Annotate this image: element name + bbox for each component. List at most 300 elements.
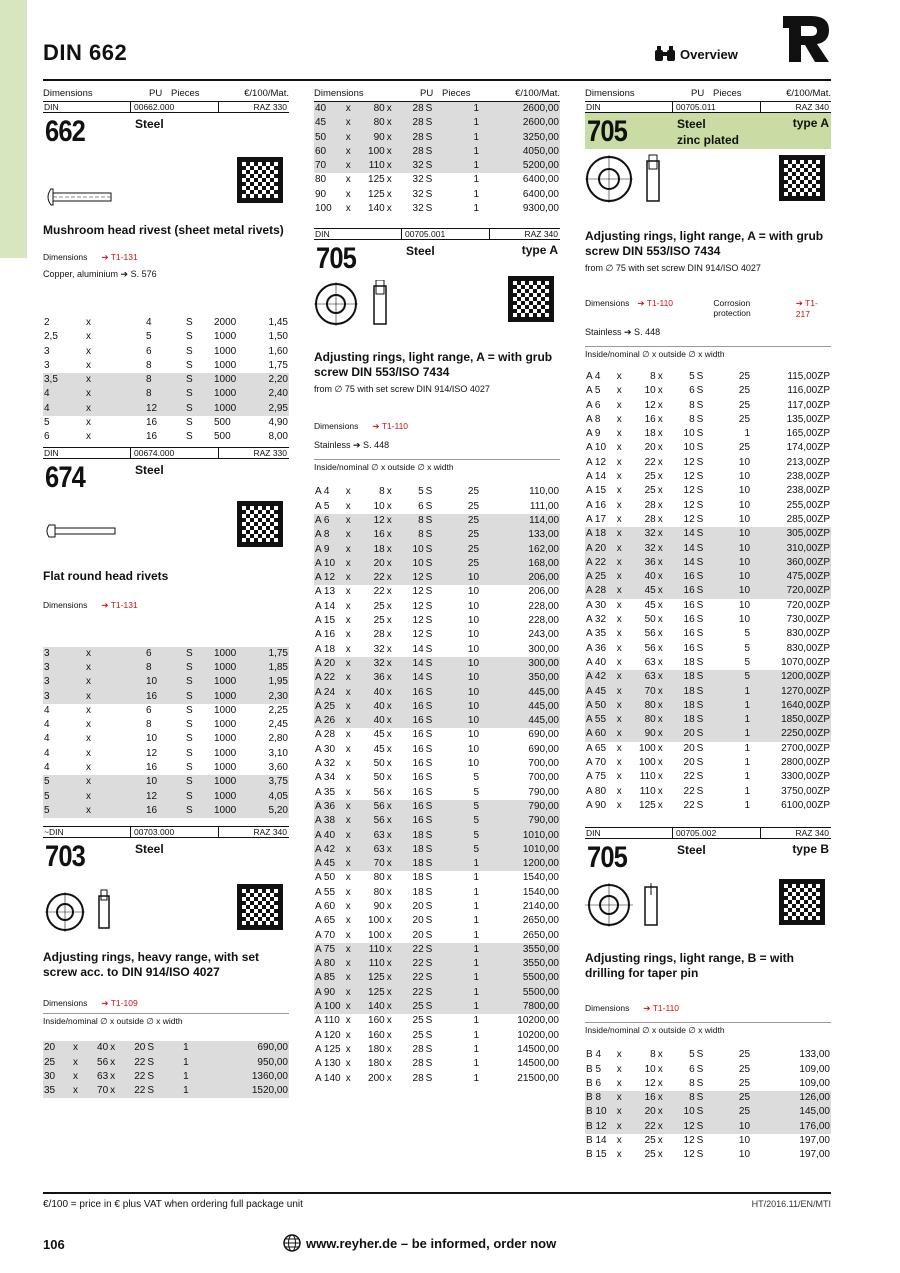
type-label: type A (792, 116, 829, 130)
table-cell: 12 (145, 402, 185, 416)
table-cell: A 130 (315, 1058, 341, 1070)
table-cell: x (657, 713, 671, 727)
table-cell: x (657, 428, 663, 440)
table-cell: 14 (400, 671, 425, 685)
stainless-link[interactable]: Stainless ➔ S. 448 (585, 327, 661, 337)
table-cell: x (386, 872, 392, 884)
table-cell: x (345, 700, 359, 714)
table-cell: 125 (359, 986, 386, 1000)
qr-code-icon[interactable] (237, 501, 283, 547)
table-cell: B 8 (585, 1091, 616, 1105)
dimensions-label: Dimensions (43, 998, 88, 1009)
table-cell: x (85, 373, 145, 387)
dimensions-link[interactable]: ➔ T1-109 (101, 998, 138, 1009)
table-row (43, 330, 289, 344)
table-cell: 1 (473, 1058, 480, 1070)
table-row (43, 761, 289, 775)
table-cell: 16 (145, 690, 185, 704)
table-cell: S (425, 643, 433, 655)
table-cell: 2700,00ZP (781, 742, 830, 754)
table-cell: 6 (145, 647, 185, 661)
table-cell: x (657, 371, 663, 382)
table-cell: 690,00 (528, 743, 559, 755)
table-cell: 16 (683, 614, 695, 626)
table-cell: x (72, 1070, 86, 1084)
table-cell: 2650,00 (522, 915, 559, 927)
table-cell: x (345, 957, 359, 971)
table-cell: 2,20 (249, 373, 289, 387)
table-cell: 8 (650, 1049, 656, 1061)
table-cell: 1000 (213, 373, 249, 387)
table-cell: 32 (412, 188, 424, 200)
table-row (314, 871, 560, 885)
table-row (43, 775, 289, 789)
table-cell: 8,00 (268, 431, 288, 443)
table-cell: 4 (44, 762, 50, 774)
table-cell: A 80 (314, 957, 345, 971)
table-cell: 10 (726, 556, 751, 570)
table-cell: x (345, 929, 351, 941)
table-cell: 197,00 (799, 1134, 830, 1146)
table-cell: A 18 (315, 643, 336, 655)
table-row (585, 484, 831, 498)
table-cell: 3300,00ZP (781, 771, 830, 783)
table-cell: 8 (400, 514, 425, 528)
table-cell: A 15 (586, 485, 607, 497)
table-cell: 2,45 (268, 719, 288, 731)
table-cell: 1 (744, 799, 751, 811)
table-row (43, 1041, 289, 1055)
table-cell: 80 (359, 102, 386, 117)
table-cell: A 10 (586, 442, 607, 454)
table-703 (43, 1041, 289, 1098)
table-cell: A 8 (586, 413, 601, 425)
table-cell: 4 (44, 747, 50, 759)
table-cell: 197,00 (799, 1149, 830, 1161)
din-bar-705-zinc: DIN 00705.011 RAZ 340 (586, 102, 829, 112)
dimensions-link[interactable]: ➔ T1-110 (643, 1003, 680, 1014)
table-row (585, 527, 831, 541)
table-cell: 1 (744, 742, 751, 754)
table-cell: 1000 (214, 762, 237, 774)
table-cell: x (345, 729, 351, 741)
table-cell: S (425, 571, 456, 585)
table-cell: 21500,00 (517, 1072, 559, 1084)
table-cell: x (345, 586, 351, 598)
table-cell: x (657, 799, 663, 811)
table-cell: 25 (644, 485, 656, 497)
table-cell: A 100 (314, 1000, 345, 1014)
table-cell: x (86, 417, 91, 429)
table-cell: 3 (43, 661, 85, 675)
table-cell: B 12 (585, 1120, 616, 1134)
table-cell: x (345, 915, 351, 927)
table-cell: x (345, 203, 351, 215)
table-cell: x (386, 486, 392, 498)
table-cell: A 22 (585, 556, 616, 570)
table-cell: 14 (400, 657, 425, 671)
table-cell: x (657, 385, 663, 397)
table-cell: x (85, 775, 145, 789)
table-cell: x (86, 317, 91, 328)
table-cell: A 30 (315, 743, 336, 755)
table-cell: x (616, 599, 622, 611)
table-cell: x (616, 584, 630, 598)
table-cell: x (657, 771, 663, 783)
table-cell: 14 (412, 643, 424, 655)
table-cell: 90 (359, 131, 386, 145)
table-row (314, 173, 560, 187)
table-cell: 1 (473, 174, 480, 186)
dimensions-link[interactable]: ➔ T1-131 (101, 599, 138, 610)
table-row (43, 747, 289, 761)
table-cell: A 36 (586, 642, 607, 654)
table-cell: S (425, 943, 456, 957)
table-cell: 2140,00 (522, 900, 559, 912)
table-cell: 8 (146, 719, 152, 731)
table-row (314, 771, 560, 785)
table-cell: 1,50 (268, 331, 288, 343)
table-cell: x (345, 714, 359, 728)
product-description: Flat round head rivets (43, 568, 169, 583)
table-cell: 5 (726, 670, 751, 684)
table-cell: 4 (146, 317, 152, 328)
table-cell: x (345, 829, 359, 843)
table-cell: 5 (744, 628, 751, 640)
hdr-dimensions: Dimensions (43, 87, 93, 99)
table-cell: 70 (359, 857, 386, 871)
table-cell: x (386, 188, 392, 200)
table-cell: S (425, 203, 433, 215)
table-row (43, 1056, 289, 1070)
table-cell: 1000 (213, 661, 249, 675)
table-cell: x (345, 643, 351, 655)
table-row (585, 613, 831, 627)
table-cell: 16 (400, 814, 425, 828)
table-cell: 56 (359, 800, 386, 814)
table-cell: S (696, 413, 704, 425)
table-cell: S (425, 102, 456, 117)
table-cell: x (386, 514, 400, 528)
table-cell: S (185, 387, 213, 401)
table-row (314, 159, 560, 173)
table-cell: 16 (671, 570, 696, 584)
table-cell: 1000 (214, 733, 237, 745)
table-cell: S (696, 399, 704, 411)
table-cell: S (696, 727, 727, 741)
table-cell: 790,00 (528, 786, 559, 798)
table-cell: x (657, 1134, 663, 1146)
table-cell: 36 (630, 556, 657, 570)
qr-code-icon[interactable] (237, 157, 283, 203)
table-cell: x (616, 442, 622, 454)
table-cell: 10 (738, 471, 751, 483)
table-row (314, 900, 560, 914)
table-cell: x (386, 102, 400, 117)
table-cell: 10 (738, 499, 751, 511)
table-row (585, 427, 831, 441)
table-cell: S (185, 790, 213, 804)
sizes-label: Inside/nominal ∅ x outside ∅ x width (585, 346, 831, 360)
table-cell: 18 (644, 428, 656, 440)
table-cell: 25 (738, 399, 751, 411)
table-cell: A 65 (315, 915, 336, 927)
table-cell: 1000 (213, 804, 249, 818)
website-link[interactable] (283, 1234, 556, 1252)
table-cell: A 32 (315, 758, 336, 770)
table-cell: x (345, 686, 359, 700)
table-cell: S (696, 385, 704, 397)
table-cell: 10 (455, 671, 480, 685)
table-row (43, 402, 289, 416)
table-cell: S (696, 570, 727, 584)
table-cell: 300,00 (480, 657, 560, 671)
table-cell: 22 (400, 943, 425, 957)
table-cell: 22 (359, 571, 386, 585)
table-cell: x (657, 1120, 671, 1134)
table-cell: A 22 (314, 671, 345, 685)
table-cell: S (696, 542, 727, 556)
table-cell: x (345, 1029, 351, 1041)
table-row (314, 571, 560, 585)
table-cell: 10 (726, 542, 751, 556)
table-cell: 2,95 (249, 402, 289, 416)
hdr-price: €/100/Mat. (244, 87, 289, 99)
table-cell: x (386, 772, 392, 784)
table-cell: x (386, 1058, 392, 1070)
sizes-label: Inside/nominal ∅ x outside ∅ x width (43, 1013, 289, 1027)
table-cell: A 18 (585, 527, 616, 541)
type-label: type A (521, 243, 558, 258)
table-row (314, 800, 560, 814)
table-row (585, 456, 831, 470)
table-cell: 50 (373, 758, 385, 770)
table-cell: 12 (145, 790, 185, 804)
table-cell: 1200,00ZP (751, 670, 831, 684)
table-cell: x (386, 686, 400, 700)
table-cell: 30 (43, 1070, 72, 1084)
table-cell: 445,00 (480, 700, 560, 714)
table-cell: S (425, 600, 433, 612)
table-cell: 16 (146, 431, 158, 443)
table-cell: 28 (400, 116, 425, 130)
overview-link[interactable] (654, 46, 738, 62)
table-row (314, 843, 560, 857)
table-cell: x (386, 943, 400, 957)
dimensions-label: Dimensions (43, 599, 88, 610)
table-cell: 1 (473, 900, 480, 912)
alt-material-link[interactable]: Copper, aluminium ➔ S. 576 (43, 269, 157, 279)
table-cell: A 70 (315, 929, 336, 941)
table-cell: 10 (467, 629, 480, 641)
stainless-link[interactable]: Stainless ➔ S. 448 (314, 440, 390, 451)
table-cell: x (386, 203, 392, 215)
qr-code-icon[interactable] (779, 879, 825, 925)
table-cell: 25 (644, 1149, 656, 1161)
table-cell: 90 (315, 188, 327, 200)
table-row (585, 670, 831, 684)
table-cell: 8 (145, 373, 185, 387)
table-cell: 1 (473, 1015, 480, 1027)
table-cell: x (345, 943, 359, 957)
table-row (585, 1148, 831, 1162)
table-cell: x (386, 671, 400, 685)
material: Steel (406, 244, 435, 259)
table-cell: x (345, 843, 359, 857)
table-cell: x (657, 727, 671, 741)
table-cell: 1000 (213, 790, 249, 804)
table-cell: x (386, 174, 392, 186)
table-row (585, 699, 831, 713)
table-cell: 1 (455, 1000, 480, 1014)
table-cell: 8 (146, 359, 152, 371)
dimensions-link[interactable]: ➔ T1-110 (372, 421, 409, 432)
header-rule (43, 79, 831, 81)
table-cell: 25 (738, 385, 751, 397)
table-cell: S (185, 804, 213, 818)
table-cell: A 13 (315, 586, 336, 598)
table-cell: 6 (44, 431, 50, 443)
table-cell: 10 (467, 600, 480, 612)
table-cell: 8 (689, 399, 695, 411)
table-row (43, 675, 289, 689)
table-cell: A 65 (586, 742, 607, 754)
table-cell: 3,60 (268, 762, 288, 774)
table-cell: 16 (359, 528, 386, 542)
qr-code-icon[interactable] (508, 276, 554, 322)
hdr-pu: PU (149, 87, 163, 99)
table-cell: 1000 (213, 402, 249, 416)
qr-code-icon[interactable] (237, 884, 283, 930)
table-cell: x (657, 456, 663, 468)
table-cell: S (186, 317, 193, 328)
table-cell: x (616, 727, 630, 741)
table-cell: 12 (412, 629, 424, 641)
table-row (585, 513, 831, 527)
table-cell: 5 (689, 1049, 695, 1061)
hdr-price: €/100/Mat. (515, 87, 560, 99)
table-cell: x (386, 1029, 392, 1041)
table-cell: 16 (412, 758, 424, 770)
table-cell: 18 (412, 886, 424, 898)
table-cell: 2000 (214, 317, 237, 328)
column-left (43, 86, 289, 1098)
table-cell: A 35 (586, 628, 607, 640)
footer-bar (43, 1192, 831, 1210)
table-cell: 1540,00 (522, 886, 559, 898)
table-cell: S (696, 471, 704, 483)
table-row (43, 416, 289, 430)
table-cell: x (616, 471, 622, 483)
table-cell: 255,00ZP (786, 499, 830, 511)
table-cell: 133,00 (799, 1049, 830, 1061)
table-705a-zinc (585, 370, 831, 813)
table-row (314, 757, 560, 771)
table-cell: 1 (726, 727, 751, 741)
table-cell: 1,45 (268, 317, 288, 328)
table-cell: 8 (650, 371, 656, 382)
table-row (314, 886, 560, 900)
table-cell: 28 (412, 1043, 424, 1055)
table-cell: 2,25 (268, 704, 288, 716)
table-cell: 720,00ZP (751, 584, 831, 598)
table-cell: S (696, 742, 704, 754)
table-cell: S (425, 843, 456, 857)
table-cell: B 10 (585, 1105, 616, 1119)
table-cell: A 120 (315, 1029, 341, 1041)
table-cell: 25 (738, 413, 751, 425)
table-row (314, 514, 560, 528)
table-cell: 22 (644, 456, 656, 468)
table-cell: S (425, 528, 456, 542)
table-cell: 5 (473, 786, 480, 798)
table-cell: 8 (689, 1077, 695, 1089)
overview-label: Overview (680, 46, 738, 62)
qr-code-icon[interactable] (779, 155, 825, 201)
dimensions-label: Dimensions (43, 252, 88, 262)
dimensions-link[interactable]: ➔ T1-131 (101, 252, 138, 262)
catalog-code: HT/2016.11/EN/MTI (751, 1199, 831, 1209)
table-cell: 1 (171, 1084, 190, 1098)
table-cell: 20 (630, 1105, 657, 1119)
table-cell: 25 (467, 500, 480, 512)
table-cell: x (386, 1072, 392, 1084)
table-cell: 25 (455, 557, 480, 571)
table-row (585, 727, 831, 741)
table-row (43, 661, 289, 675)
hdr-pieces: Pieces (442, 87, 471, 99)
table-cell: 6 (146, 345, 152, 357)
din-bar-705b: DIN 00705.002 RAZ 340 (586, 828, 829, 839)
table-cell: 10 (738, 456, 751, 468)
table-row (314, 500, 560, 514)
table-cell: S (186, 733, 193, 745)
table-cell: x (86, 733, 91, 745)
table-row (585, 556, 831, 570)
dimensions-link[interactable]: ➔ T1-110 (637, 298, 674, 308)
table-cell: 1 (455, 102, 480, 117)
table-cell: x (616, 385, 622, 397)
table-cell: S (696, 614, 704, 626)
dimensions-label: Dimensions (585, 1003, 630, 1014)
table-cell: A 14 (315, 600, 336, 612)
table-cell: S (186, 747, 193, 759)
table-cell: 830,00ZP (786, 642, 830, 654)
hdr-pu: PU (691, 87, 705, 99)
table-cell: S (425, 900, 433, 912)
table-cell: 4,90 (268, 417, 288, 429)
table-cell: S (425, 543, 456, 557)
corrosion-link[interactable]: ➔ T1-217 (795, 298, 818, 319)
table-row (314, 528, 560, 542)
table-row (314, 971, 560, 985)
table-cell: 4 (44, 704, 50, 716)
table-cell: x (616, 371, 622, 382)
table-cell: A 70 (586, 757, 607, 769)
column-header (585, 86, 831, 100)
table-cell: 20 (412, 915, 424, 927)
din-bar-662: DIN 00662.000 RAZ 330 (44, 102, 287, 112)
table-cell: 16 (146, 417, 158, 429)
table-cell: S (696, 599, 704, 611)
table-cell: x (616, 399, 622, 411)
table-cell: x (345, 188, 351, 200)
table-cell: 28 (400, 145, 425, 159)
table-cell: 50 (314, 131, 345, 145)
hdr-dimensions: Dimensions (314, 87, 364, 99)
table-cell: S (425, 829, 456, 843)
table-cell: 12 (412, 615, 424, 627)
